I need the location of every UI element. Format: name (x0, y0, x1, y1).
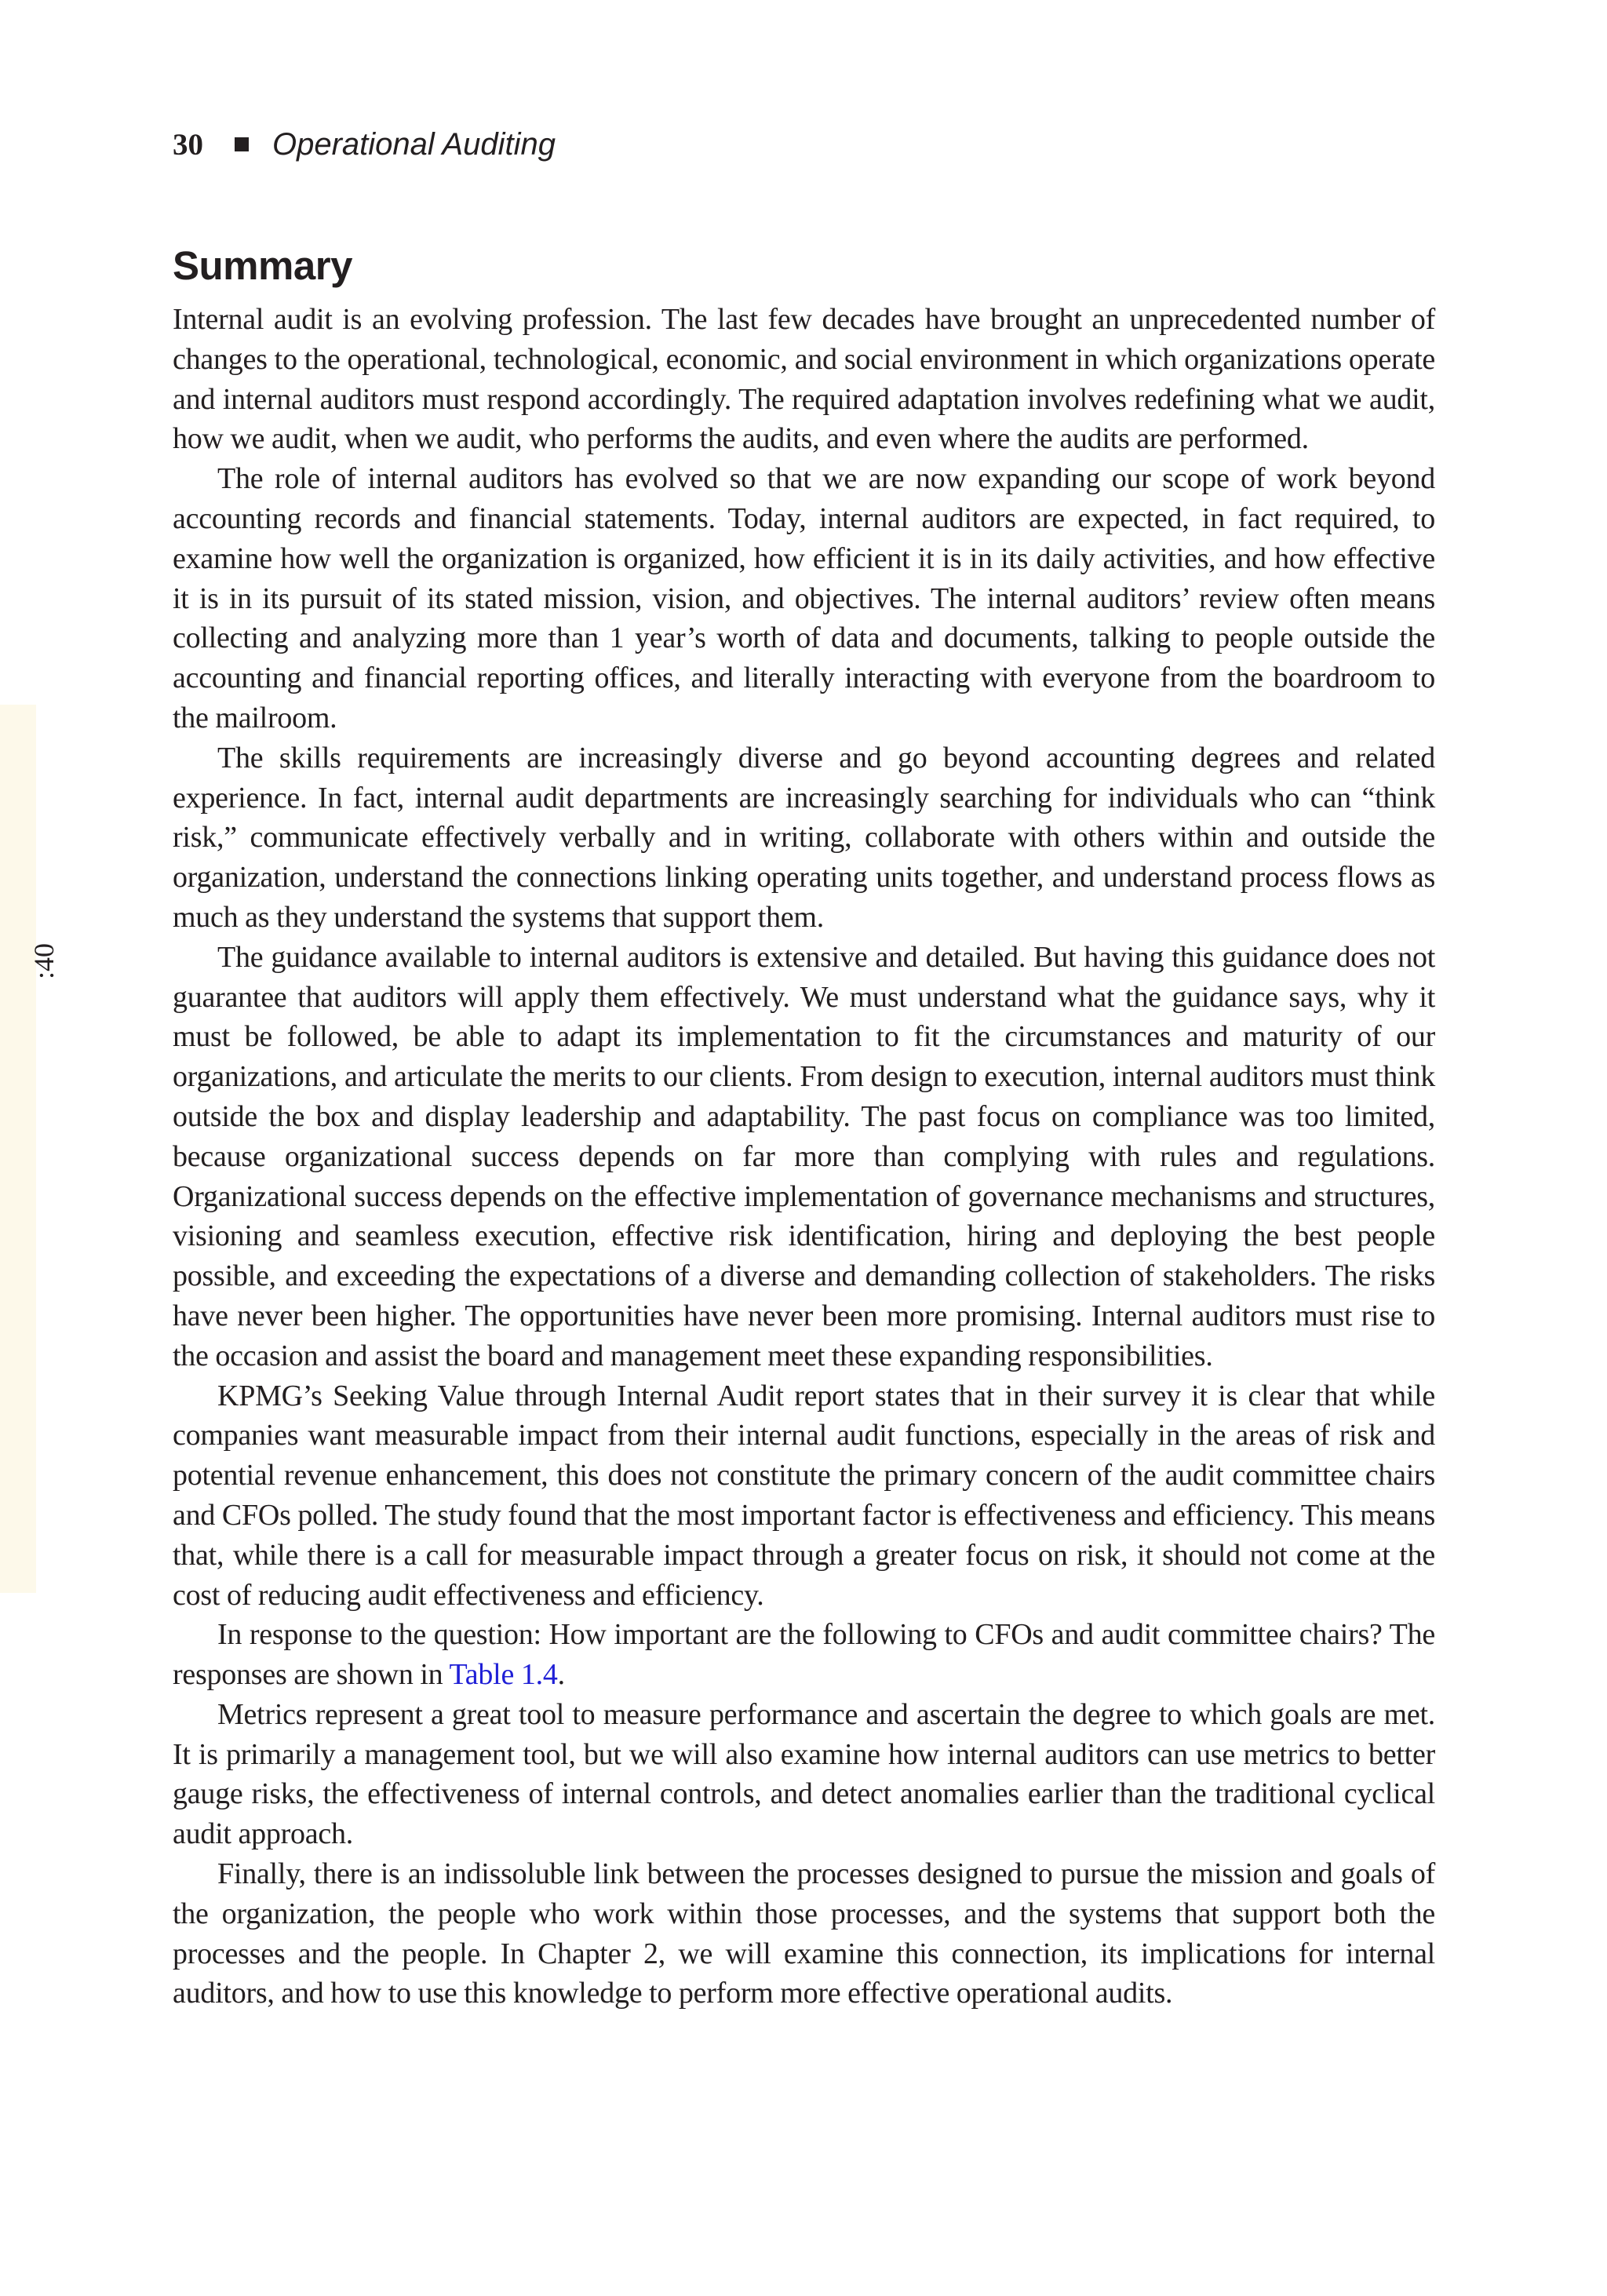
book-title: Operational Auditing (272, 126, 556, 162)
paragraph: Internal audit is an evolving profession. The last few decades have brought an unprecedented number of changes to the operational, technological, economic, and social environment in which organizations operate and internal auditors must respond accordingly. The required adaptation involves redefining what we audit, how we audit, when we audit, who performs the audits, and even where the audits are performed. (173, 303, 1435, 456)
paragraph: The role of internal auditors has evolved so that we are now expanding our scope of work beyond accounting records and financial statements. Today, internal auditors are expected, in fact required, to examine how well the organization is organized, how efficient it is in its daily activities, and how effective it is in its pursuit of its stated mission, vision, and objectives. The internal auditors’ review often means collecting and analyzing more than 1 year’s worth of data and documents, talking to people outside the accounting and financial reporting offices, and literally interacting with everyone from the boardroom to the mailroom. (173, 462, 1435, 734)
square-bullet-icon (235, 137, 249, 151)
table-reference-link[interactable]: Table 1.4 (449, 1658, 558, 1692)
page-body (173, 240, 1435, 2014)
paragraph-text: . (557, 1658, 565, 1692)
paragraph: The skills requirements are increasingly diverse and go beyond accounting degrees and related experience. In fact, internal audit departments are increasingly searching for individuals who can “think risk,” communicate effectively verbally and in writing, collaborate with others within and outside the organization, understand the connections linking operating units together, and understand process flows as much as they understand the systems that support them. (173, 741, 1435, 934)
paragraph: Metrics represent a great tool to measure performance and ascertain the degree to which goals are met. It is primarily a management tool, but we will also examine how internal auditors can use metrics to better gauge risks, the effectiveness of internal controls, and detect anomalies earlier than the traditional cyclical audit approach. (173, 1697, 1435, 1851)
paragraph: Finally, there is an indissoluble link between the processes designed to pursue the mission and goals of the organization, the people who work within those processes, and the systems that support both the processes and the people. In Chapter 2, we will examine this connection, its implications for internal auditors, and how to use this knowledge to perform more effective operational audits. (173, 1857, 1435, 2010)
running-head (173, 126, 556, 163)
paragraph-with-link (173, 1615, 1435, 1695)
paragraph-text: In response to the question: How important are the following to CFOs and audit committee chairs? The responses are shown in (173, 1618, 1435, 1692)
margin-mark: :40 (28, 942, 60, 979)
page-number: 30 (173, 127, 203, 162)
paragraph: KPMG’s Seeking Value through Internal Audit report states that in their survey it is clear that while companies want measurable impact from their internal audit functions, especially in the areas of risk and potential revenue enhancement, this does not constitute the primary concern of the audit committee chairs and CFOs polled. The study found that the most important factor is effectiveness and efficiency. This means that, while there is a call for measurable impact through a greater focus on risk, it should not come at the cost of reducing audit effectiveness and efficiency. (173, 1379, 1435, 1612)
paragraph: The guidance available to internal auditors is extensive and detailed. But having this guidance does not guarantee that auditors will apply them effectively. We must understand what the guidance says, why it must be followed, be able to adapt its implementation to fit the circumstances and maturity of our organizations, and articulate the merits to our clients. From design to execution, internal auditors must think outside the box and display leadership and adaptability. The past focus on compliance was too limited, because organizational success depends on far more than complying with rules and regulations. Organizational success depends on the effective implementation of governance mechanisms and structures, visioning and seamless execution, effective risk identification, hiring and deploying the best people possible, and exceeding the expectations of a diverse and demanding collection of stakeholders. The risks have never been higher. The opportunities have never been more promising. Internal auditors must rise to the occasion and assist the board and management meet these expanding responsibilities. (173, 940, 1435, 1372)
margin-highlight-strip (0, 705, 36, 1593)
section-heading: Summary (173, 243, 352, 288)
